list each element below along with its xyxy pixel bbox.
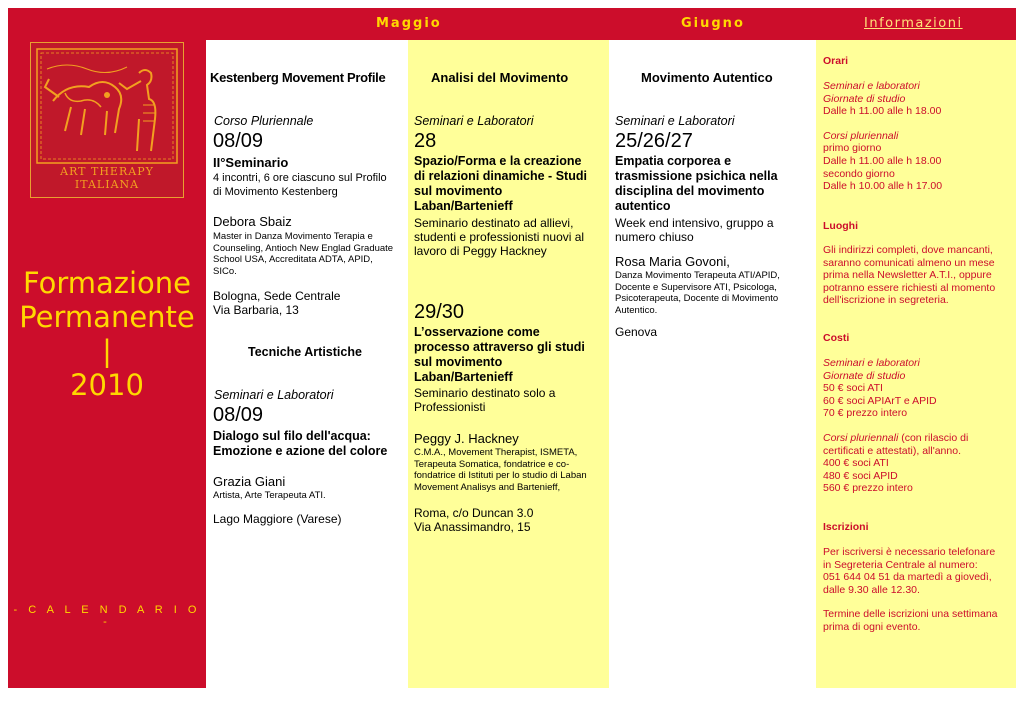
- event-place: Roma, c/o Duncan 3.0 Via Anassimandro, 15: [414, 506, 534, 534]
- art-therapy-logo: [30, 42, 184, 198]
- logo-artwork-icon: [31, 43, 183, 169]
- title-separator: |: [102, 334, 112, 368]
- title-line-1: Formazione: [22, 266, 192, 300]
- column-analisi-movimento: [408, 40, 609, 688]
- informazioni-link[interactable]: Informazioni: [864, 16, 963, 31]
- event-type: Seminari e Laboratori: [615, 114, 735, 128]
- month-giugno: Giugno: [681, 16, 745, 31]
- event-title: II°Seminario: [213, 155, 289, 170]
- title-line-2: Permanente: [19, 300, 195, 334]
- costi-title: Costi: [823, 332, 850, 344]
- teacher-name: Rosa Maria Govoni,: [615, 254, 730, 269]
- event-type: Corso Pluriennale: [214, 114, 314, 128]
- event-title: Spazio/Forma e la creazione di relazioni dinamiche - Studi sul movimento Laban/Bartenieff: [414, 154, 587, 213]
- event-desc: Seminario destinato ad allievi, studenti e professionisti nuovi al lavoro di Peggy Hackney: [414, 216, 585, 258]
- column-informazioni: [816, 40, 1016, 688]
- event-type: Seminari e Laboratori: [414, 114, 534, 128]
- teacher-bio-2: Artista, Arte Terapeuta ATI.: [213, 490, 326, 501]
- teacher-name-2: Grazia Giani: [213, 474, 286, 489]
- title-year: 2010: [70, 368, 144, 402]
- heading-analisi: Analisi del Movimento: [431, 70, 569, 85]
- teacher-bio: C.M.A., Movement Therapist, ISMETA, Terapeuta Somatica, fondatrice e co- fondatrice di Istituti per lo studio di Laban Movement Analisys and Bartenieff,: [414, 447, 587, 493]
- iscrizioni-text: Per iscriversi è necessario telefonare in Segreteria Centrale al numero: 051 644 04 51 da martedì a giovedì, dalle 9.30 alle 12.30. Termine delle iscrizioni una settimana prima di ogni evento.: [823, 546, 998, 633]
- event-date-2: 08/09: [213, 404, 264, 426]
- heading-movimento-autentico: Movimento Autentico: [641, 70, 773, 85]
- event-date: 28: [414, 130, 437, 152]
- event-title-2: Dialogo sul filo dell'acqua: Emozione e azione del colore: [213, 429, 388, 458]
- column-kestenberg: [206, 40, 408, 688]
- event-place: Genova: [615, 325, 658, 339]
- logo-text: ART THERAPY ITALIANA: [60, 165, 154, 191]
- event-date-2: 29/30: [414, 301, 465, 323]
- luoghi-text: Gli indirizzi completi, dove mancanti, saranno comunicati almeno un mese prima nella Newsletter A.T.I., oppure potranno essere richiesti al momento dell'iscrizione in segreteria.: [823, 244, 996, 307]
- month-maggio: Maggio: [376, 16, 442, 31]
- teacher-bio: Master in Danza Movimento Terapia e Counseling, Antioch New Englad Graduate School USA, Accreditata ADTA, APID, SICo.: [213, 231, 394, 277]
- event-desc: Week end intensivo, gruppo a numero chiuso: [615, 216, 774, 244]
- orari-title: Orari: [823, 55, 849, 67]
- teacher-name: Debora Sbaiz: [213, 214, 292, 229]
- luoghi-title: Luoghi: [823, 220, 858, 232]
- page-title: [8, 266, 206, 402]
- calendario-label: - C A L E N D A R I O -: [13, 604, 201, 628]
- heading-kestenberg: Kestenberg Movement Profile: [210, 70, 386, 85]
- header-bar: [8, 8, 1016, 40]
- heading-tecniche-artistiche: Tecniche Artistiche: [248, 345, 362, 359]
- event-desc: 4 incontri, 6 ore ciascuno sul Profilo di Movimento Kestenberg: [213, 172, 387, 198]
- event-desc-2: Seminario destinato solo a Professionisti: [414, 386, 556, 414]
- event-date: 08/09: [213, 130, 264, 152]
- iscrizioni-title: Iscrizioni: [823, 521, 869, 533]
- event-date: 25/26/27: [615, 130, 693, 152]
- teacher-name: Peggy J. Hackney: [414, 431, 519, 446]
- event-place: Bologna, Sede Centrale Via Barbaria, 13: [213, 289, 341, 317]
- event-place-2: Lago Maggiore (Varese): [213, 512, 342, 526]
- costi-text: Seminari e laboratori Giornate di studio 50 € soci ATI 60 € soci APIArT e APID 70 € prezzo intero Corsi pluriennali (con rilascio di certificati e attestati), all'anno. 400 € soci ATI 480 € soci APID 560 € prezzo intero: [823, 357, 969, 495]
- teacher-bio: Danza Movimento Terapeuta ATI/APID, Docente e Supervisore ATI, Psicologa, Psicoterapeuta, Docente di Movimento Autentico.: [615, 270, 780, 316]
- column-movimento-autentico: [609, 40, 816, 688]
- event-type-2: Seminari e Laboratori: [214, 388, 334, 402]
- event-title: Empatia corporea e trasmissione psichica nella disciplina del movimento autentico: [615, 154, 778, 213]
- event-title-2: L’osservazione come processo attraverso gli studi sul movimento Laban/Bartenieff: [414, 325, 585, 384]
- orari-text: Seminari e laboratori Giornate di studio Dalle h 11.00 alle h 18.00 Corsi pluriennali primo giorno Dalle h 11.00 alle h 18.00 secondo giorno Dalle h 10.00 alle h 17.00: [823, 80, 943, 193]
